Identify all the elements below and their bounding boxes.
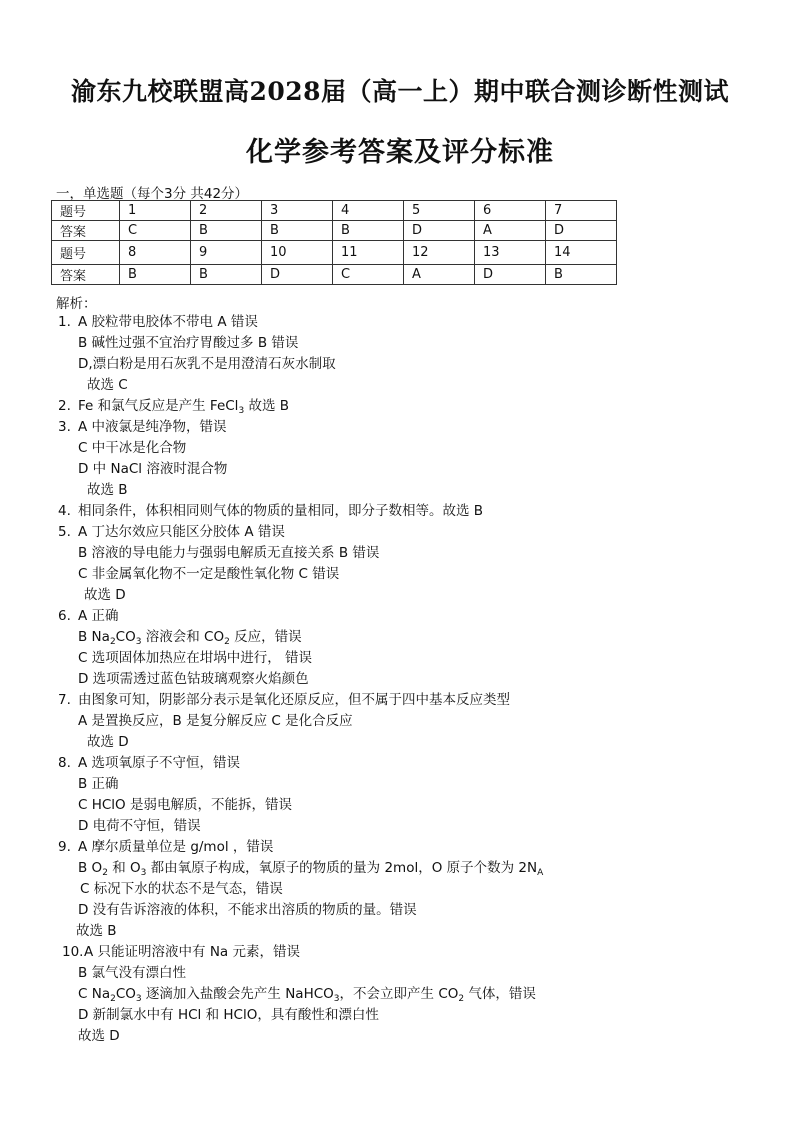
explanation-line: B $Na_2CO_3$ 溶液会和 $CO_2$ 反应，错误	[78, 629, 302, 647]
table-row	[52, 265, 617, 285]
document-subtitle: 化学参考答案及评分标准	[246, 137, 554, 168]
table-cell: 10	[262, 241, 333, 265]
table-cell: 5	[404, 201, 475, 221]
explanation-line: A 是置换反应，B 是复分解反应 C 是化合反应	[78, 713, 353, 729]
explanation-line: C 选项固体加热应在坩埚中进行， 错误	[78, 650, 313, 666]
table-cell: A	[475, 221, 546, 241]
explanation-line: A 胶粒带电胶体不带电 A 错误	[78, 314, 258, 330]
explanation-line: B 正确	[78, 776, 119, 792]
table-cell: 题号	[52, 201, 120, 221]
table-cell: B	[191, 221, 262, 241]
explanation-line: 相同条件，体积相同则气体的物质的量相同，即分子数相等。故选 B	[78, 503, 484, 519]
table-cell: 8	[120, 241, 191, 265]
explanation-line: Fe 和氯气反应是产生 FeCl$_3$ 故选 B	[78, 398, 290, 416]
item-number: 2.	[58, 398, 71, 414]
explanation-line: D,漂白粉是用石灰乳不是用澄清石灰水制取	[78, 356, 336, 372]
explanation-line: 故选 B	[87, 482, 128, 498]
table-cell: A	[404, 265, 475, 285]
explanation-line: A 丁达尔效应只能区分胶体 A 错误	[78, 524, 285, 540]
section-heading: 一，单选题（每个3分 共42分）	[56, 186, 249, 202]
item-number: 8.	[58, 755, 71, 771]
table-cell: C	[120, 221, 191, 241]
item-number: 7.	[58, 692, 71, 708]
explanation-line: A 正确	[78, 608, 119, 624]
table-row	[52, 201, 617, 221]
table-cell: 答案	[52, 265, 120, 285]
table-cell: 9	[191, 241, 262, 265]
table-cell: D	[546, 221, 617, 241]
table-cell: 2	[191, 201, 262, 221]
explanation-line: 故选 D	[78, 1028, 120, 1044]
explanation-line: C 非金属氧化物不一定是酸性氧化物 C 错误	[78, 566, 340, 582]
explanation-line: D 电荷不守恒，错误	[78, 818, 201, 834]
answer-table	[51, 200, 617, 285]
table-cell: B	[120, 265, 191, 285]
explanation-line: A 只能证明溶液中有 Na 元素，错误	[84, 944, 300, 960]
explanation-line: D 新制氯水中有 HCl 和 HClO，具有酸性和漂白性	[78, 1007, 379, 1023]
explanation-line: C $Na_2CO_3$ 逐滴加入盐酸会先产生 NaHCO$_3$，不会立即产生 $CO_2$ 气体，错误	[78, 986, 536, 1004]
explanation-line: C 标况下水的状态不是气态，错误	[80, 881, 283, 897]
table-cell: 题号	[52, 241, 120, 265]
explanation-line: B 碱性过强不宜治疗胃酸过多 B 错误	[78, 335, 299, 351]
table-cell: 12	[404, 241, 475, 265]
table-cell: B	[546, 265, 617, 285]
explanation-line: B 氯气没有漂白性	[78, 965, 187, 981]
explanation-heading: 解析：	[56, 296, 97, 312]
explanation-line: 故选 D	[87, 734, 129, 750]
explanation-line: D 没有告诉溶液的体积，不能求出溶质的物质的量。错误	[78, 902, 417, 918]
table-cell: 3	[262, 201, 333, 221]
table-cell: 13	[475, 241, 546, 265]
table-cell: D	[404, 221, 475, 241]
table-cell: 4	[333, 201, 404, 221]
explanation-line: A 中液氯是纯净物，错误	[78, 419, 227, 435]
table-cell: B	[333, 221, 404, 241]
table-cell: 7	[546, 201, 617, 221]
table-cell: D	[262, 265, 333, 285]
document-title: 渝东九校联盟高2028届（高一上）期中联合测诊断性测试	[70, 77, 730, 106]
explanation-line: A 选项氧原子不守恒，错误	[78, 755, 241, 771]
explanation-line: A 摩尔质量单位是 g/mol ，错误	[78, 839, 274, 855]
item-number: 6.	[58, 608, 71, 624]
table-cell: C	[333, 265, 404, 285]
item-number: 1.	[58, 314, 71, 330]
explanation-line: 故选 D	[84, 587, 126, 603]
table-cell: 答案	[52, 221, 120, 241]
item-number: 9.	[58, 839, 71, 855]
table-cell: D	[475, 265, 546, 285]
table-cell: B	[191, 265, 262, 285]
explanation-line: C HClO 是弱电解质，不能拆，错误	[78, 797, 292, 813]
explanation-line: B $O_2$ 和 $O_3$ 都由氧原子构成，氧原子的物质的量为 2mol，O 原子个数为 $2N_A$	[78, 860, 544, 878]
table-cell: 1	[120, 201, 191, 221]
item-number: 3.	[58, 419, 71, 435]
table-cell: 11	[333, 241, 404, 265]
item-number: 4.	[58, 503, 71, 519]
explanation-line: D 选项需透过蓝色钴玻璃观察火焰颜色	[78, 671, 309, 687]
table-row	[52, 241, 617, 265]
explanation-line: 故选 B	[76, 923, 117, 939]
explanation-line: D 中 NaCl 溶液时混合物	[78, 461, 228, 477]
item-number: 5.	[58, 524, 71, 540]
explanation-line: 故选 C	[87, 377, 128, 393]
table-cell: B	[262, 221, 333, 241]
table-row	[52, 221, 617, 241]
explanation-line: 由图象可知，阴影部分表示是氧化还原反应，但不属于四中基本反应类型	[78, 692, 510, 708]
table-cell: 6	[475, 201, 546, 221]
explanation-line: B 溶液的导电能力与强弱电解质无直接关系 B 错误	[78, 545, 380, 561]
table-cell: 14	[546, 241, 617, 265]
item-number: 10.	[62, 944, 84, 960]
explanation-line: C 中干冰是化合物	[78, 440, 187, 456]
